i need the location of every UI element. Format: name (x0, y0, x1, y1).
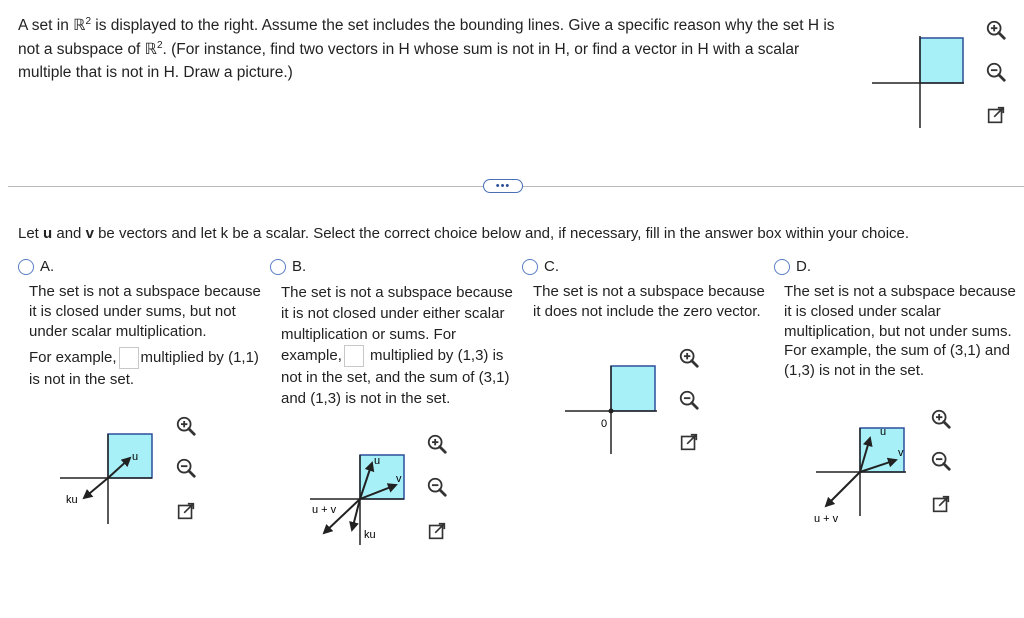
choice-a-label-ku: ku (66, 494, 78, 506)
choice-c-label-zero: 0 (601, 418, 608, 430)
choice-a-zoom-out-icon[interactable] (172, 454, 200, 482)
choice-d-radio[interactable] (774, 259, 790, 275)
question-text: A set in ℝ$^2$ is displayed to the right. Assume the set includes the bounding lines. Give a specific reason why the set H is not a subspace of ℝ$^2$. (For instance, find two vectors in H whose sum is not in H, or find a vector in H with a scalar multiple that is not in H. Draw a picture.) (18, 15, 835, 81)
choice-d-popout-icon[interactable] (927, 490, 955, 518)
choice-d-zoom-in-icon[interactable] (927, 405, 955, 433)
instruction-text: Let u and v be vectors and let k be a scalar. Select the correct choice below and, if necessary, fill in the answer box within your choice. (18, 225, 910, 242)
main-set-figure (872, 36, 972, 130)
choice-a-text: The set is not a subspace because it is closed under sums, but not under scalar multiplication. For example, multiplied by (1,1) is not in the set. (29, 283, 261, 389)
choice-a-radio[interactable] (18, 259, 34, 275)
choice-c-figure (565, 362, 665, 457)
real-numbers-symbol: ℝ (144, 40, 157, 58)
choice-c-text: The set is not a subspace because it does not include the zero vector. (533, 283, 765, 320)
choice-d-zoom-out-icon[interactable] (927, 447, 955, 475)
choice-b-figure (310, 450, 420, 550)
choice-d-label-v: v (898, 447, 904, 459)
popout-icon[interactable] (982, 101, 1010, 129)
choice-b-label-u: u (374, 455, 381, 467)
choice-b-text: The set is not a subspace because it is not closed under either scalar multiplication or sums. For example, multiplied by (1,3) is not in the set, and the sum of (3,1) and (1,3) is not in the set. (281, 284, 513, 408)
choice-b-zoom-in-icon[interactable] (423, 430, 451, 458)
choice-b-radio[interactable] (270, 259, 286, 275)
choice-b-label-ku: ku (364, 529, 376, 541)
choice-b-label-v: v (396, 473, 402, 485)
expand-more-button[interactable]: ••• (483, 179, 523, 193)
choice-d-label-u: u (880, 426, 887, 438)
choice-a-figure (60, 428, 160, 528)
choice-d-letter[interactable]: D. (796, 258, 811, 275)
choice-b-popout-icon[interactable] (423, 517, 451, 545)
choice-c-popout-icon[interactable] (675, 428, 703, 456)
choice-b-label-uv: u + v (312, 504, 337, 516)
real-numbers-symbol: ℝ (73, 17, 86, 34)
choice-a-popout-icon[interactable] (172, 497, 200, 525)
choice-d-label-uv: u + v (814, 513, 839, 525)
choice-d-text: The set is not a subspace because it is closed under scalar multiplication, but not under sums. For example, the sum of (3,1) and (1,3) is not in the set. (784, 283, 1016, 380)
choice-b-letter[interactable]: B. (292, 258, 307, 275)
choice-c-letter[interactable]: C. (544, 258, 559, 275)
choice-c-zoom-in-icon[interactable] (675, 344, 703, 372)
zoom-out-icon[interactable] (982, 58, 1010, 86)
choice-c-zoom-out-icon[interactable] (675, 386, 703, 414)
choice-a-letter[interactable]: A. (40, 258, 55, 275)
choice-a-answer-box[interactable] (119, 347, 139, 369)
zoom-in-icon[interactable] (982, 16, 1010, 44)
choice-c-radio[interactable] (522, 259, 538, 275)
choice-a-label-u: u (132, 451, 139, 463)
choice-d-figure (810, 420, 920, 526)
choice-b-answer-box[interactable] (344, 345, 364, 367)
choice-a-zoom-in-icon[interactable] (172, 412, 200, 440)
choice-b-zoom-out-icon[interactable] (423, 473, 451, 501)
